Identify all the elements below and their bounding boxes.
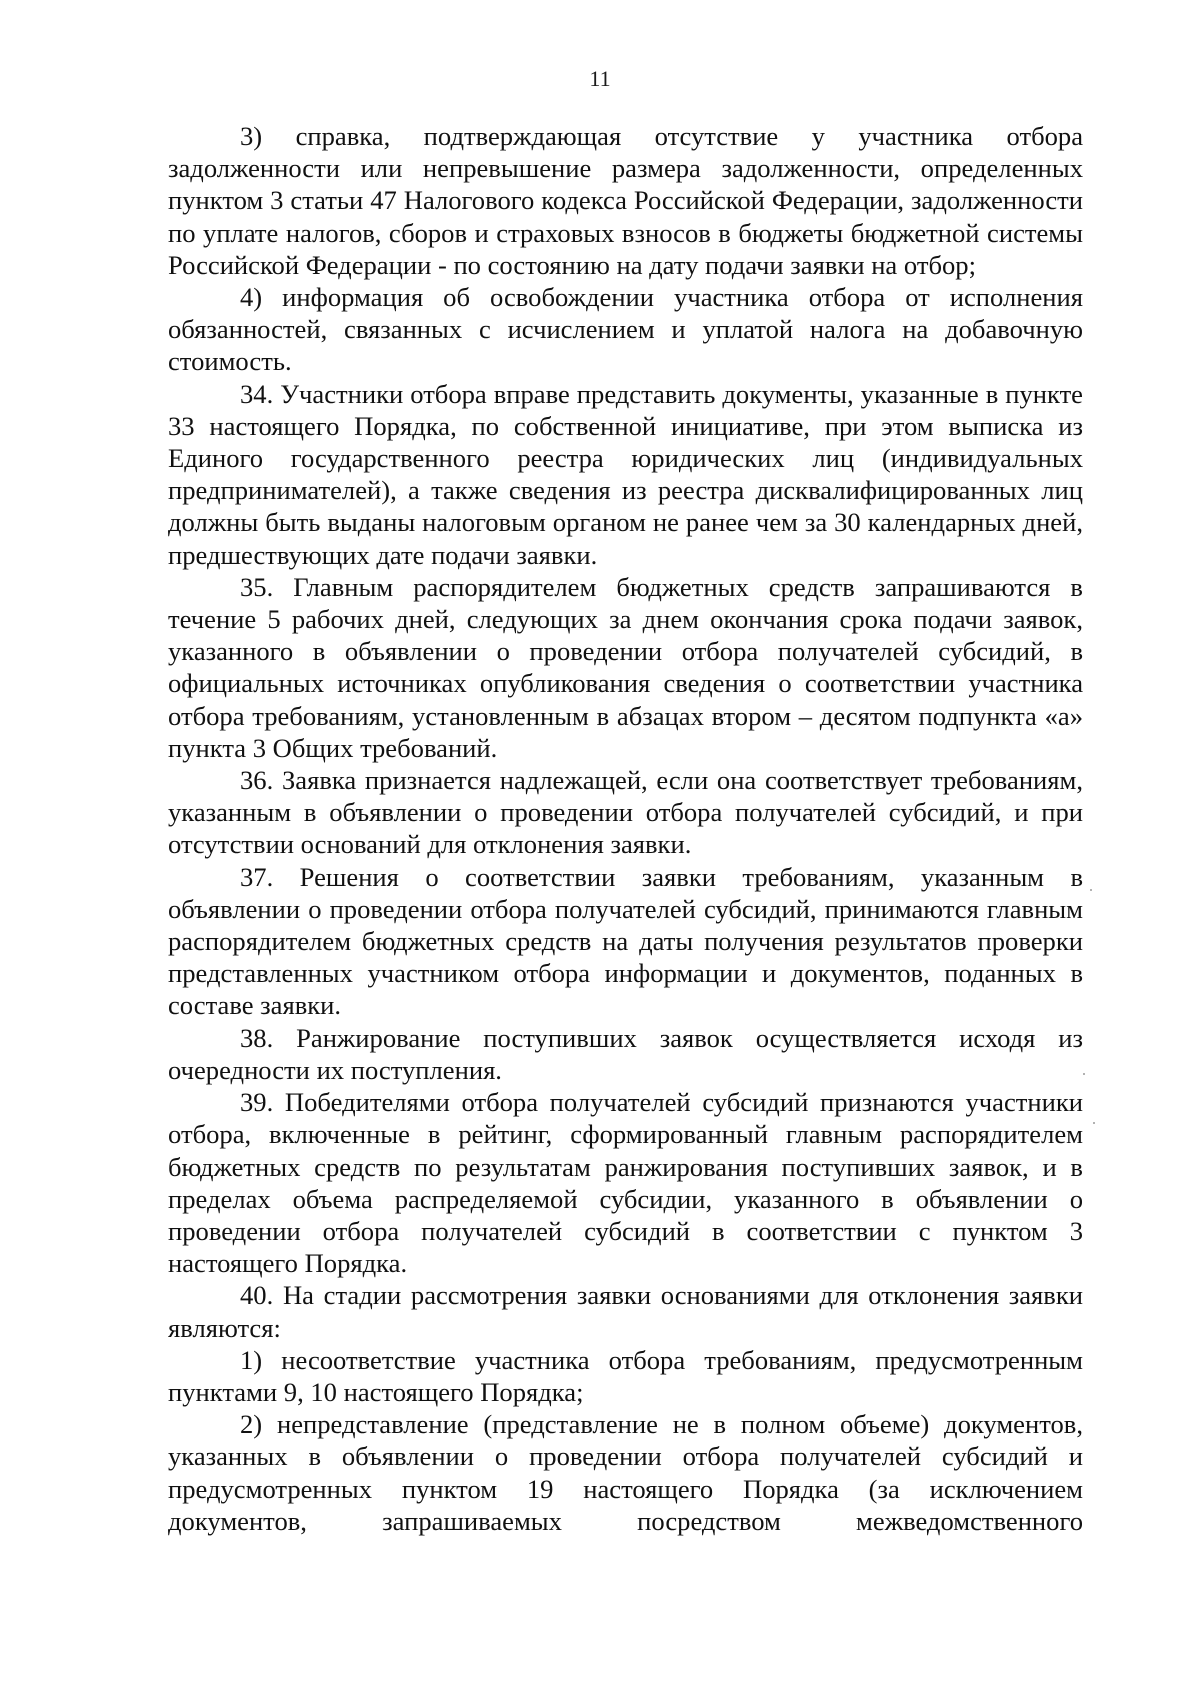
paragraph-40-item-2: 2) непредставление (представление не в полном объеме) документов, указанных в объявлении о проведении отбора получателей субсидий и предусмотренных пунктом 19 настоящего Порядка (за исключением документов, запрашиваемых посредством межведомственного (168, 1409, 1083, 1536)
scan-speck (1093, 1122, 1095, 1124)
page-number: 11 (589, 66, 611, 91)
scan-speck (1090, 889, 1092, 891)
paragraph-40-item-1: 1) несоответствие участника отбора требованиям, предусмотренным пунктами 9, 10 настоящего Порядка; (168, 1344, 1083, 1407)
paragraph-item-4-vat-exemption: 4) информация об освобождении участника отбора от исполнения обязанностей, связанных с исчислением и уплатой налога на добавочную стоимость. (168, 282, 1083, 377)
paragraph-34: 34. Участники отбора вправе представить документы, указанные в пункте 33 настоящего Порядка, по собственной инициативе, при этом выписка из Единого государственного реестра юридических лиц (индивидуальных предпринимателей), а также сведения из реестра дисквалифицированных лиц должны быть выданы налоговым органом не ранее чем за 30 календарных дней, предшествующих дате подачи заявки. (168, 378, 1083, 570)
paragraph-item-3-certificate: 3) справка, подтверждающая отсутствие у участника отбора задолженности или непревышение размера задолженности, определенных пунктом 3 статьи 47 Налогового кодекса Российской Федерации, задолженности по уплате налогов, сборов и страховых взносов в бюджеты бюджетной системы Российской Федерации - по состоянию на дату подачи заявки на отбор; (168, 121, 1083, 280)
paragraph-35: 35. Главным распорядителем бюджетных средств запрашиваются в течение 5 рабочих дней, следующих за днем окончания срока подачи заявок, указанного в объявлении о проведении отбора получателей субсидий, в официальных источниках опубликования сведения о соответствии участника отбора требованиям, установленным в абзацах втором – десятом подпункта «а» пункта 3 Общих требований. (168, 571, 1083, 763)
scan-speck (1083, 1073, 1085, 1075)
paragraph-36: 36. Заявка признается надлежащей, если она соответствует требованиям, указанным в объявлении о проведении отбора получателей субсидий, и при отсутствии оснований для отклонения заявки. (168, 765, 1083, 860)
paragraph-37: 37. Решения о соответствии заявки требованиям, указанным в объявлении о проведении отбора получателей субсидий, принимаются главным распорядителем бюджетных средств на даты получения результатов проверки представленных участником отбора информации и документов, поданных в составе заявки. (168, 861, 1083, 1021)
document-body (168, 120, 1083, 1537)
paragraph-40: 40. На стадии рассмотрения заявки основаниями для отклонения заявки являются: (168, 1280, 1083, 1343)
paragraph-39: 39. Победителями отбора получателей субсидий признаются участники отбора, включенные в рейтинг, сформированный главным распорядителем бюджетных средств по результатам ранжирования поступивших заявок, и в пределах объема распределяемой субсидии, указанного в объявлении о проведении отбора получателей субсидий в соответствии с пунктом 3 настоящего Порядка. (168, 1087, 1083, 1279)
paragraph-38: 38. Ранжирование поступивших заявок осуществляется исходя из очередности их поступления. (168, 1022, 1083, 1085)
